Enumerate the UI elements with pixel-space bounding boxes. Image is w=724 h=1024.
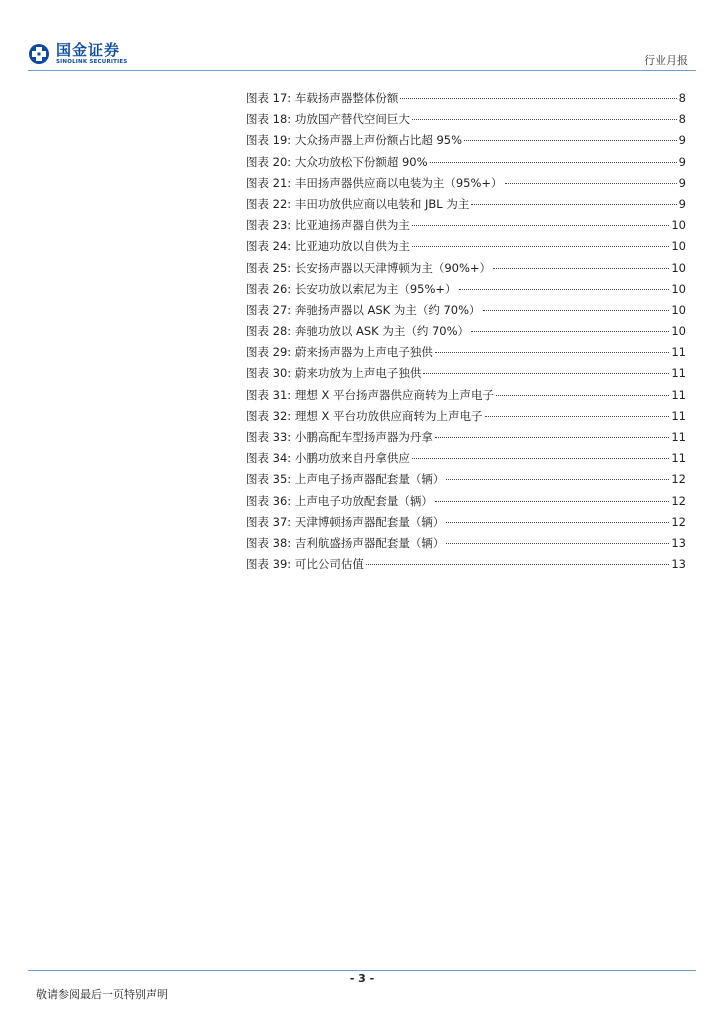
toc-entry-page: 8 [678,91,686,105]
toc-entry-page: 11 [671,451,686,466]
toc-entry-page: 11 [671,387,686,402]
toc-entry-page: 11 [671,366,686,381]
toc-dot-leader [435,437,670,438]
toc-dot-leader [493,268,669,269]
toc-entry[interactable] [246,406,686,427]
footer-divider [28,970,696,971]
toc-entry[interactable] [246,554,686,575]
toc-entry-page: 10 [671,324,686,339]
toc-dot-leader [446,522,669,523]
toc-entry[interactable] [246,236,686,257]
toc-entry-page: 8 [678,112,686,127]
toc-dot-leader [412,225,670,226]
toc-dot-leader [471,204,676,205]
toc-entry-label: 图表 37: 天津博顿扬声器配套量（辆） [246,514,445,529]
toc-entry[interactable] [246,321,686,342]
toc-dot-leader [505,183,677,184]
toc-entry-page: 9 [678,196,686,211]
toc-entry-label: 图表 17: 车载扬声器整体份额 [246,91,399,105]
company-logo [28,38,127,70]
toc-dot-leader [496,395,669,396]
header-divider [28,70,696,71]
toc-entry-label: 图表 27: 奔驰扬声器以 ASK 为主（约 70%） [246,302,481,317]
toc-entry[interactable] [246,448,686,469]
toc-entry-label: 图表 28: 奔驰功放以 ASK 为主（约 70%） [246,324,470,339]
toc-dot-leader [430,162,677,163]
toc-entry-label: 图表 21: 丰田扬声器供应商以电装为主（95%+） [246,175,503,190]
toc-entry-page: 10 [671,302,686,317]
toc-dot-leader [435,501,670,502]
toc-entry-page: 10 [671,239,686,254]
toc-entry[interactable] [246,533,686,554]
page-number: - 3 - [349,972,375,985]
toc-entry-label: 图表 32: 理想 X 平台功放供应商转为上声电子 [246,408,483,423]
toc-entry[interactable] [246,342,686,363]
toc-dot-leader [423,373,669,374]
toc-dot-leader [483,310,670,311]
toc-entry-page: 9 [678,133,686,148]
sinolink-logo-icon [28,43,50,65]
logo-chinese-name: 国金证券 [56,41,121,59]
toc-entry[interactable] [246,258,686,279]
toc-entry-label: 图表 39: 可比公司估值 [246,557,364,572]
toc-entry-page: 13 [671,535,686,550]
toc-entry-label: 图表 35: 上声电子扬声器配套量（辆） [246,472,445,487]
toc-dot-leader [435,352,670,353]
toc-entry-label: 图表 30: 蔚来功放为上声电子独供 [246,366,422,381]
toc-entry-label: 图表 24: 比亚迪功放以自供为主 [246,239,410,254]
toc-entry[interactable] [246,152,686,173]
toc-entry-page: 11 [671,345,686,360]
toc-entry-label: 图表 38: 吉利航盛扬声器配套量（辆） [246,535,445,550]
toc-entry-label: 图表 29: 蔚来扬声器为上声电子独供 [246,345,433,360]
toc-entry-page: 9 [678,154,686,169]
toc-entry-label: 图表 33: 小鹏高配车型扬声器为丹拿 [246,430,433,444]
disclaimer-note: 敬请参阅最后一页特别声明 [36,988,168,1001]
toc-entry-page: 9 [678,175,686,190]
toc-entry-page: 13 [671,557,686,572]
toc-entry-label: 图表 36: 上声电子功放配套量（辆） [246,493,433,508]
toc-dot-leader [446,479,669,480]
toc-entry[interactable] [246,194,686,215]
toc-dot-leader [400,98,676,99]
report-type-label: 行业月报 [644,54,688,67]
toc-entry[interactable] [246,427,686,448]
toc-entry[interactable] [246,469,686,490]
toc-entry[interactable] [246,279,686,300]
toc-entry-page: 10 [671,218,686,233]
toc-dot-leader [412,458,670,459]
toc-dot-leader [412,246,670,247]
toc-entry[interactable] [246,512,686,533]
toc-entry-page: 12 [671,493,686,508]
toc-entry-label: 图表 20: 大众功放松下份额超 90% [246,154,428,169]
toc-dot-leader [459,289,670,290]
toc-entry[interactable] [246,215,686,236]
toc-entry-label: 图表 18: 功放国产替代空间巨大 [246,112,410,127]
toc-entry-page: 10 [671,281,686,296]
page-header [28,38,692,70]
toc-entry-label: 图表 31: 理想 X 平台扬声器供应商转为上声电子 [246,387,495,402]
toc-entry-label: 图表 22: 丰田功放供应商以电装和 JBL 为主 [246,196,470,211]
toc-dot-leader [464,140,677,141]
toc-entry[interactable] [246,88,686,109]
toc-entry[interactable] [246,385,686,406]
toc-entry[interactable] [246,491,686,512]
toc-dot-leader [485,416,670,417]
toc-entry[interactable] [246,130,686,151]
toc-entry-label: 图表 19: 大众扬声器上声份额占比超 95% [246,133,463,148]
toc-dot-leader [471,331,669,332]
toc-entry-page: 12 [671,472,686,487]
toc-entry-label: 图表 25: 长安扬声器以天津博顿为主（90%+） [246,260,492,275]
toc-entry-page: 12 [671,514,686,529]
toc-dot-leader [412,119,677,120]
figure-index-list [246,88,686,575]
toc-dot-leader [366,564,670,565]
toc-entry[interactable] [246,109,686,130]
toc-entry-label: 图表 23: 比亚迪扬声器自供为主 [246,218,410,233]
toc-entry-page: 11 [671,430,686,444]
logo-english-name: SINOLINK SECURITIES [56,59,128,65]
toc-entry[interactable] [246,363,686,384]
toc-entry-page: 11 [671,408,686,423]
toc-entry-label: 图表 26: 长安功放以索尼为主（95%+） [246,281,457,296]
toc-entry-page: 10 [671,260,686,275]
toc-entry-label: 图表 34: 小鹏功放来自丹拿供应 [246,451,410,466]
toc-entry[interactable] [246,300,686,321]
toc-entry[interactable] [246,173,686,194]
toc-dot-leader [446,543,669,544]
